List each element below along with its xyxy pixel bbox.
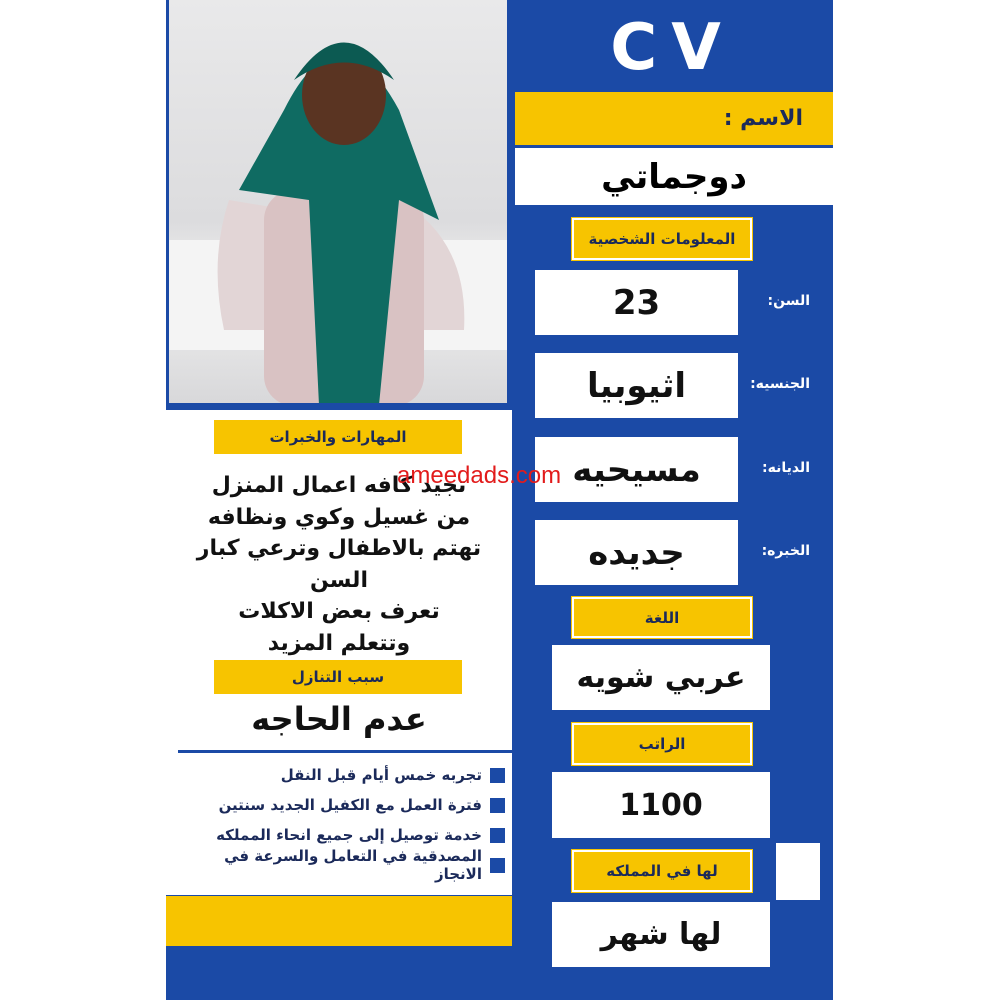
skills-line: وتتعلم المزيد	[267, 630, 411, 656]
bullet-list	[180, 760, 505, 883]
person-photo-illustration	[169, 0, 510, 406]
reason-value: عدم الحاجه	[251, 700, 427, 738]
bullet-item: خدمة توصيل إلى جميع انحاء المملكه	[180, 820, 505, 850]
religion-value: مسيحيه	[535, 437, 738, 502]
experience-label: الخبره:	[761, 543, 810, 559]
experience-value: جديده	[535, 520, 738, 585]
blank-box	[776, 843, 820, 900]
skills-line: تجيد كافه اعمال المنزل	[211, 473, 467, 498]
cv-title: CV	[610, 11, 735, 85]
reason-label: سبب التنازل	[214, 660, 462, 694]
name-label: الاسم :	[515, 92, 833, 145]
age-value: 23	[535, 270, 738, 335]
personal-info-label: المعلومات الشخصية	[572, 218, 752, 260]
language-label: اللغة	[572, 597, 752, 638]
religion-label: الديانه:	[761, 460, 810, 476]
in-kingdom-value: لها شهر	[552, 902, 770, 967]
square-bullet-icon	[490, 858, 505, 873]
divider	[178, 750, 512, 753]
candidate-name: دوجماتي	[515, 148, 833, 205]
bullet-item: فترة العمل مع الكفيل الجديد سنتين	[180, 790, 505, 820]
age-label: السن:	[767, 293, 810, 309]
watermark: ameedads.com	[397, 462, 562, 489]
salary-value: 1100	[552, 772, 770, 838]
footer-bar	[166, 896, 512, 946]
bullet-item: تجربه خمس أيام قبل النقل	[180, 760, 505, 790]
skills-text	[166, 470, 512, 659]
skills-line: تهتم بالاطفال وترعي كبار السن	[196, 536, 482, 593]
candidate-photo	[166, 0, 510, 406]
salary-label: الراتب	[572, 723, 752, 765]
skills-label: المهارات والخبرات	[214, 420, 462, 454]
in-kingdom-label: لها في المملكه	[572, 850, 752, 892]
square-bullet-icon	[490, 798, 505, 813]
skills-line: من غسيل وكوي ونظافه	[207, 504, 471, 530]
nationality-label: الجنسيه:	[750, 376, 810, 392]
bullet-item: المصدقية في التعامل والسرعة في الانجاز	[180, 850, 505, 880]
language-value: عربي شويه	[552, 645, 770, 710]
square-bullet-icon	[490, 768, 505, 783]
nationality-value: اثيوبيا	[535, 353, 738, 418]
square-bullet-icon	[490, 828, 505, 843]
skills-line: تعرف بعض الاكلات	[238, 599, 440, 624]
